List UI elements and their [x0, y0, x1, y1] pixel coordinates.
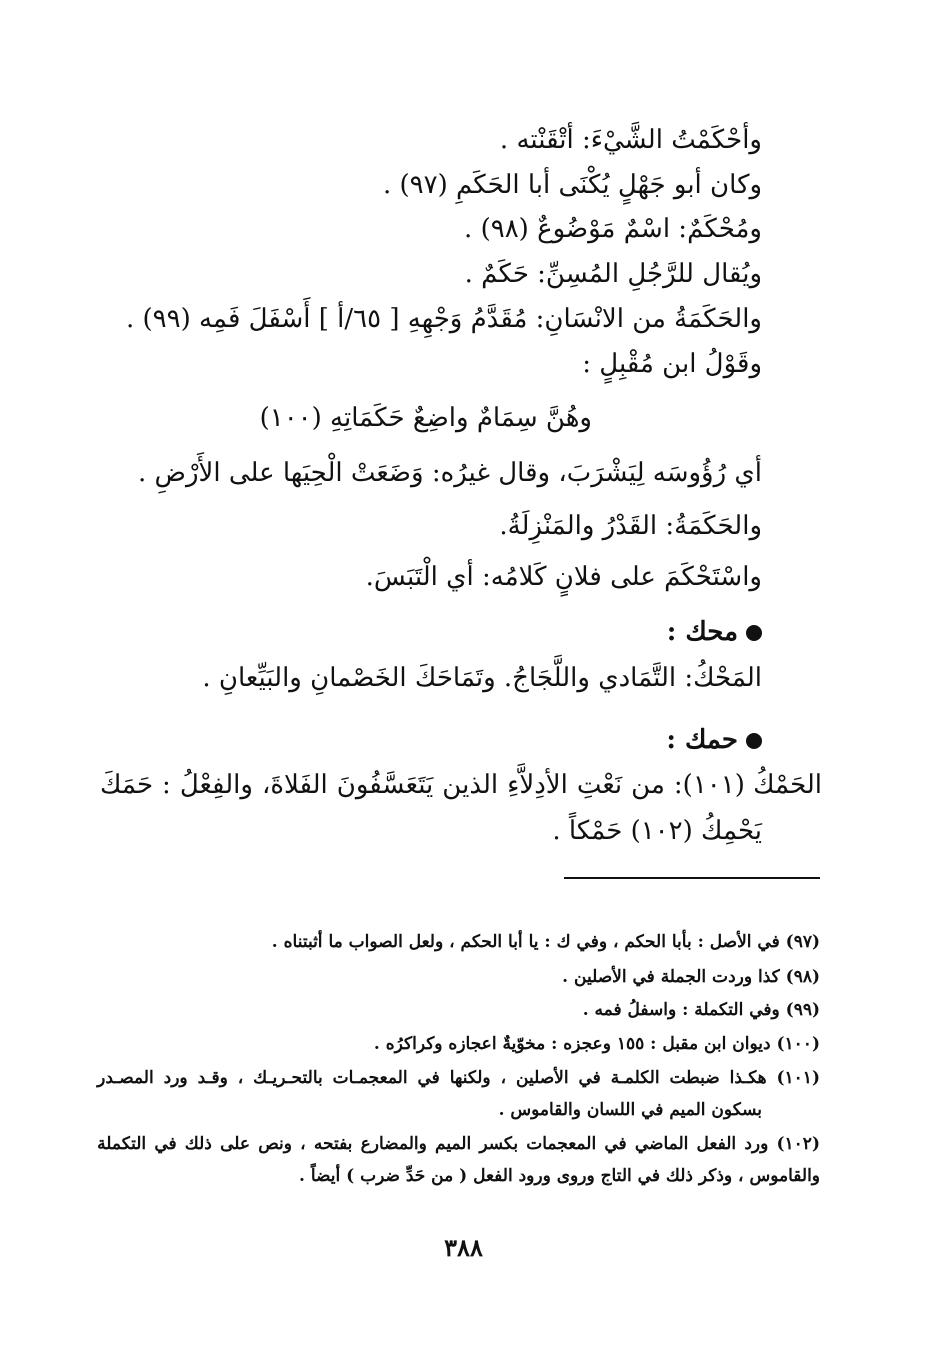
- word: في: [604, 1134, 627, 1154]
- bullet-icon: [746, 733, 762, 749]
- footnote-97: (٩٧) في الأصل : بأبا الحكم ، وفي ك : يا أبا الحكم ، ولعل الصواب ما أثبتناه .: [271, 932, 820, 952]
- word: ولكنها: [449, 1068, 491, 1088]
- word: ضبطت: [669, 1068, 720, 1088]
- word: نَعْتِ: [576, 770, 623, 800]
- word: الفَلاةَ،: [261, 770, 328, 800]
- text-line: والحَكَمَةُ: القَدْرُ والمَنْزِلَةُ.: [499, 511, 762, 541]
- word: الأصلين: [516, 1068, 569, 1088]
- entry-heading-mahk: [667, 617, 762, 648]
- footnote-separator: [564, 877, 820, 879]
- text-line: يَحْمِكُ (١٠٢) حَمْكاً .: [552, 816, 762, 846]
- word: يَتَعَسَّفُونَ: [336, 770, 434, 800]
- word: الأدِلاَّءِ: [507, 770, 568, 800]
- text-line: وأحْكَمْتُ الشَّيْءَ: أتْقَنْته .: [499, 125, 762, 155]
- word: ورد: [744, 1134, 769, 1154]
- word: على: [220, 1134, 251, 1154]
- word: (١٠١): [776, 1068, 820, 1088]
- word: ،: [300, 1134, 306, 1154]
- word: :: [162, 770, 171, 800]
- text-line: واسْتَحْكَمَ على فلانٍ كَلامُه: أي الْتَبَسَ.: [365, 562, 762, 592]
- word: الميم: [435, 1134, 472, 1154]
- word: الماضي: [634, 1134, 689, 1154]
- word: ،: [237, 1068, 244, 1088]
- word: في: [578, 1068, 601, 1088]
- page-number: ٣٨٨: [444, 1233, 483, 1262]
- text-line: أي رُؤُوسَه لِيَشْرَبَ، وقال غيرُه: وَضَعَتْ الْحِيَها على الأَرْضِ .: [138, 458, 762, 488]
- word: الفعل: [696, 1134, 737, 1154]
- word: الكلمـة: [610, 1068, 660, 1088]
- word: والمضارع: [360, 1134, 427, 1154]
- word: في: [154, 1134, 177, 1154]
- footnote-102: [97, 1134, 820, 1154]
- word: بفتحه: [313, 1134, 353, 1154]
- word: بكسر: [479, 1134, 519, 1154]
- text-line: ويُقال للرَّجُلِ المُسِنِّ: حَكَمٌ .: [464, 259, 762, 289]
- footnote-101-continued: بسكون الميم في اللسان والقاموس .: [498, 1100, 762, 1120]
- footnote-100: (١٠٠) ديوان ابن مقبل : ١٥٥ وعجزه : مخوّيةٌ اعجازه وكراكرُه .: [373, 1034, 820, 1054]
- footnote-98: (٩٨) كذا وردت الجملة في الأصلين .: [562, 967, 820, 987]
- text-line: ومُحْكَمٌ: اسْمٌ مَوْضُوعٌ (٩٨) .: [464, 214, 762, 244]
- word: (١٠٢): [776, 1134, 820, 1154]
- word: في: [417, 1068, 440, 1088]
- footnote-99: (٩٩) وفي التكملة : واسفلُ فمه .: [582, 1000, 820, 1020]
- heading-label: حمك :: [666, 725, 738, 755]
- text-line: والحَكَمَةُ من الانْسَانِ: مُقَدَّمُ وَجْهِهِ [ ٦٥/أ ] أَسْفَلَ فَمِه (٩٩) .: [125, 304, 762, 334]
- heading-label: محك :: [666, 617, 738, 647]
- word: ذلك: [184, 1134, 212, 1154]
- word: التكملة: [97, 1134, 147, 1154]
- word: وقـد: [197, 1068, 228, 1088]
- word: هكـذا: [729, 1068, 767, 1088]
- word: المصـدر: [97, 1068, 154, 1088]
- word: ونص: [258, 1134, 292, 1154]
- word: حَمَكَ: [100, 770, 154, 800]
- bullet-icon: [746, 625, 762, 641]
- text-line: وكان أبو جَهْلٍ يُكْنَى أبا الحَكَمِ (٩٧) .: [382, 170, 762, 200]
- word: المعجمـات: [332, 1068, 408, 1088]
- footnote-102-continued: والقاموس ، وذكر ذلك في التاج وروى ورود الفعل ( من حَدِّ ضرب ) أيضاً .: [299, 1166, 820, 1186]
- entry-heading-hamk: [666, 725, 762, 756]
- word: بالتحـريـك: [253, 1068, 323, 1088]
- word: والفِعْلُ: [179, 770, 253, 800]
- justified-text-line: [100, 770, 822, 801]
- word: الحَمْكُ (١٠١):: [673, 770, 822, 800]
- word: ورد: [163, 1068, 188, 1088]
- text-line: وقَوْلُ ابن مُقْبِلٍ :: [582, 349, 762, 379]
- word: المعجمات: [526, 1134, 597, 1154]
- word: الذين: [442, 770, 499, 800]
- text-line: المَحْكُ: التَّمَادي واللَّجَاجُ. وتَمَاحَكَ الخَصْمانِ والبَيِّعانِ .: [202, 663, 762, 693]
- footnote-101: [97, 1068, 820, 1088]
- verse-line: وهُنَّ سِمَامٌ واضِعٌ حَكَمَاتِهِ (١٠٠): [259, 403, 592, 433]
- word: من: [631, 770, 665, 800]
- word: ،: [500, 1068, 507, 1088]
